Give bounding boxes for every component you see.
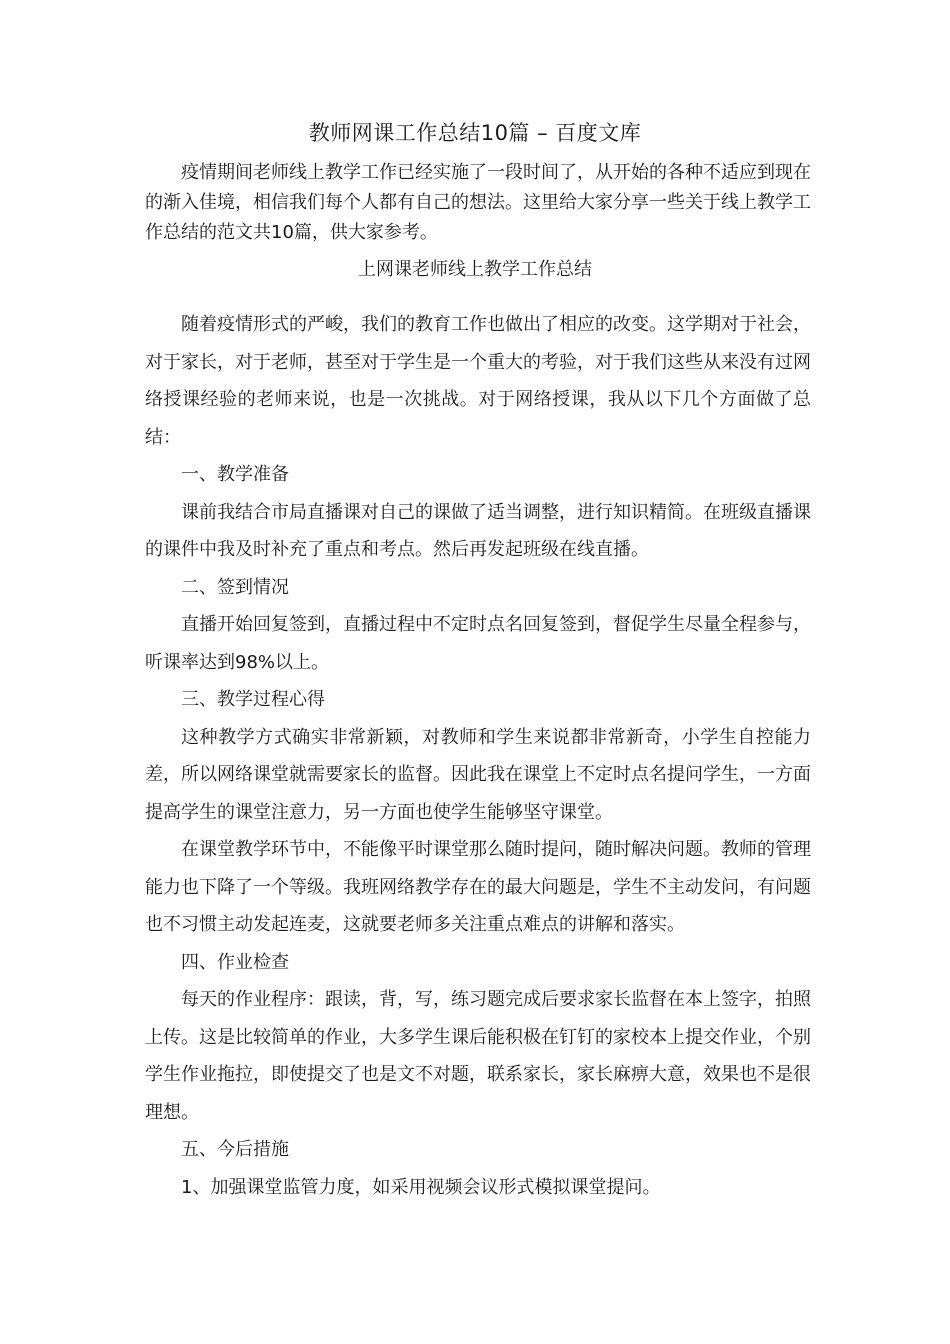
body-paragraph: 在课堂教学环节中，不能像平时课堂那么随时提问，随时解决问题。教师的管理能力也下降了一个等级。我班网络教学存在的最大问题是，学生不主动发问，有问题也不习惯主动发起连麦，这就要老师多关注重点难点的讲解和落实。	[145, 839, 811, 935]
body-paragraph: 每天的作业程序：跟读，背，写，练习题完成后要求家长监督在本上签字，拍照上传。这是比较简单的作业，大多学生课后能积极在钉钉的家校本上提交作业，个别学生作业拖拉，即使提交了也是文不对题，联系家长，家长麻痹大意，效果也不是很理想。	[145, 989, 811, 1123]
section-heading: 一、教学准备	[181, 464, 289, 485]
body-paragraph: 课前我结合市局直播课对自己的课做了适当调整，进行知识精简。在班级直播课的课件中我及时补充了重点和考点。然后再发起班级在线直播。	[145, 501, 811, 560]
section-heading: 三、教学过程心得	[181, 689, 325, 710]
document-title: 教师网课工作总结10篇 – 百度文库	[308, 121, 642, 145]
document-body	[145, 306, 811, 1206]
body-paragraph: 直播开始回复签到，直播过程中不定时点名回复签到，督促学生尽量全程参与，听课率达到98%以上。	[145, 614, 811, 673]
section-heading: 四、作业检查	[181, 951, 289, 973]
section-heading: 五、今后措施	[181, 1139, 289, 1160]
section-heading: 二、签到情况	[181, 576, 289, 598]
section-subtitle: 上网课老师线上教学工作总结	[358, 259, 592, 280]
intro-paragraph: 疫情期间老师线上教学工作已经实施了一段时间了，从开始的各种不适应到现在的渐入佳境，相信我们每个人都有自己的想法。这里给大家分享一些关于线上教学工作总结的范文共10篇，供大家参考。	[145, 162, 811, 243]
body-paragraph: 这种教学方式确实非常新颖，对教师和学生来说都非常新奇，小学生自控能力差，所以网络课堂就需要家长的监督。因此我在课堂上不定时点名提问学生，一方面提高学生的课堂注意力，另一方面也使学生能够坚守课堂。	[145, 726, 811, 823]
list-item: 1、加强课堂监管力度，如采用视频会议形式模拟课堂提问。	[181, 1176, 661, 1198]
body-paragraph: 随着疫情形式的严峻，我们的教育工作也做出了相应的改变。这学期对于社会，对于家长，对于老师，甚至对于学生是一个重大的考验，对于我们这些从来没有过网络授课经验的老师来说，也是一次挑战。对于网络授课，我从以下几个方面做了总结：	[145, 314, 811, 448]
